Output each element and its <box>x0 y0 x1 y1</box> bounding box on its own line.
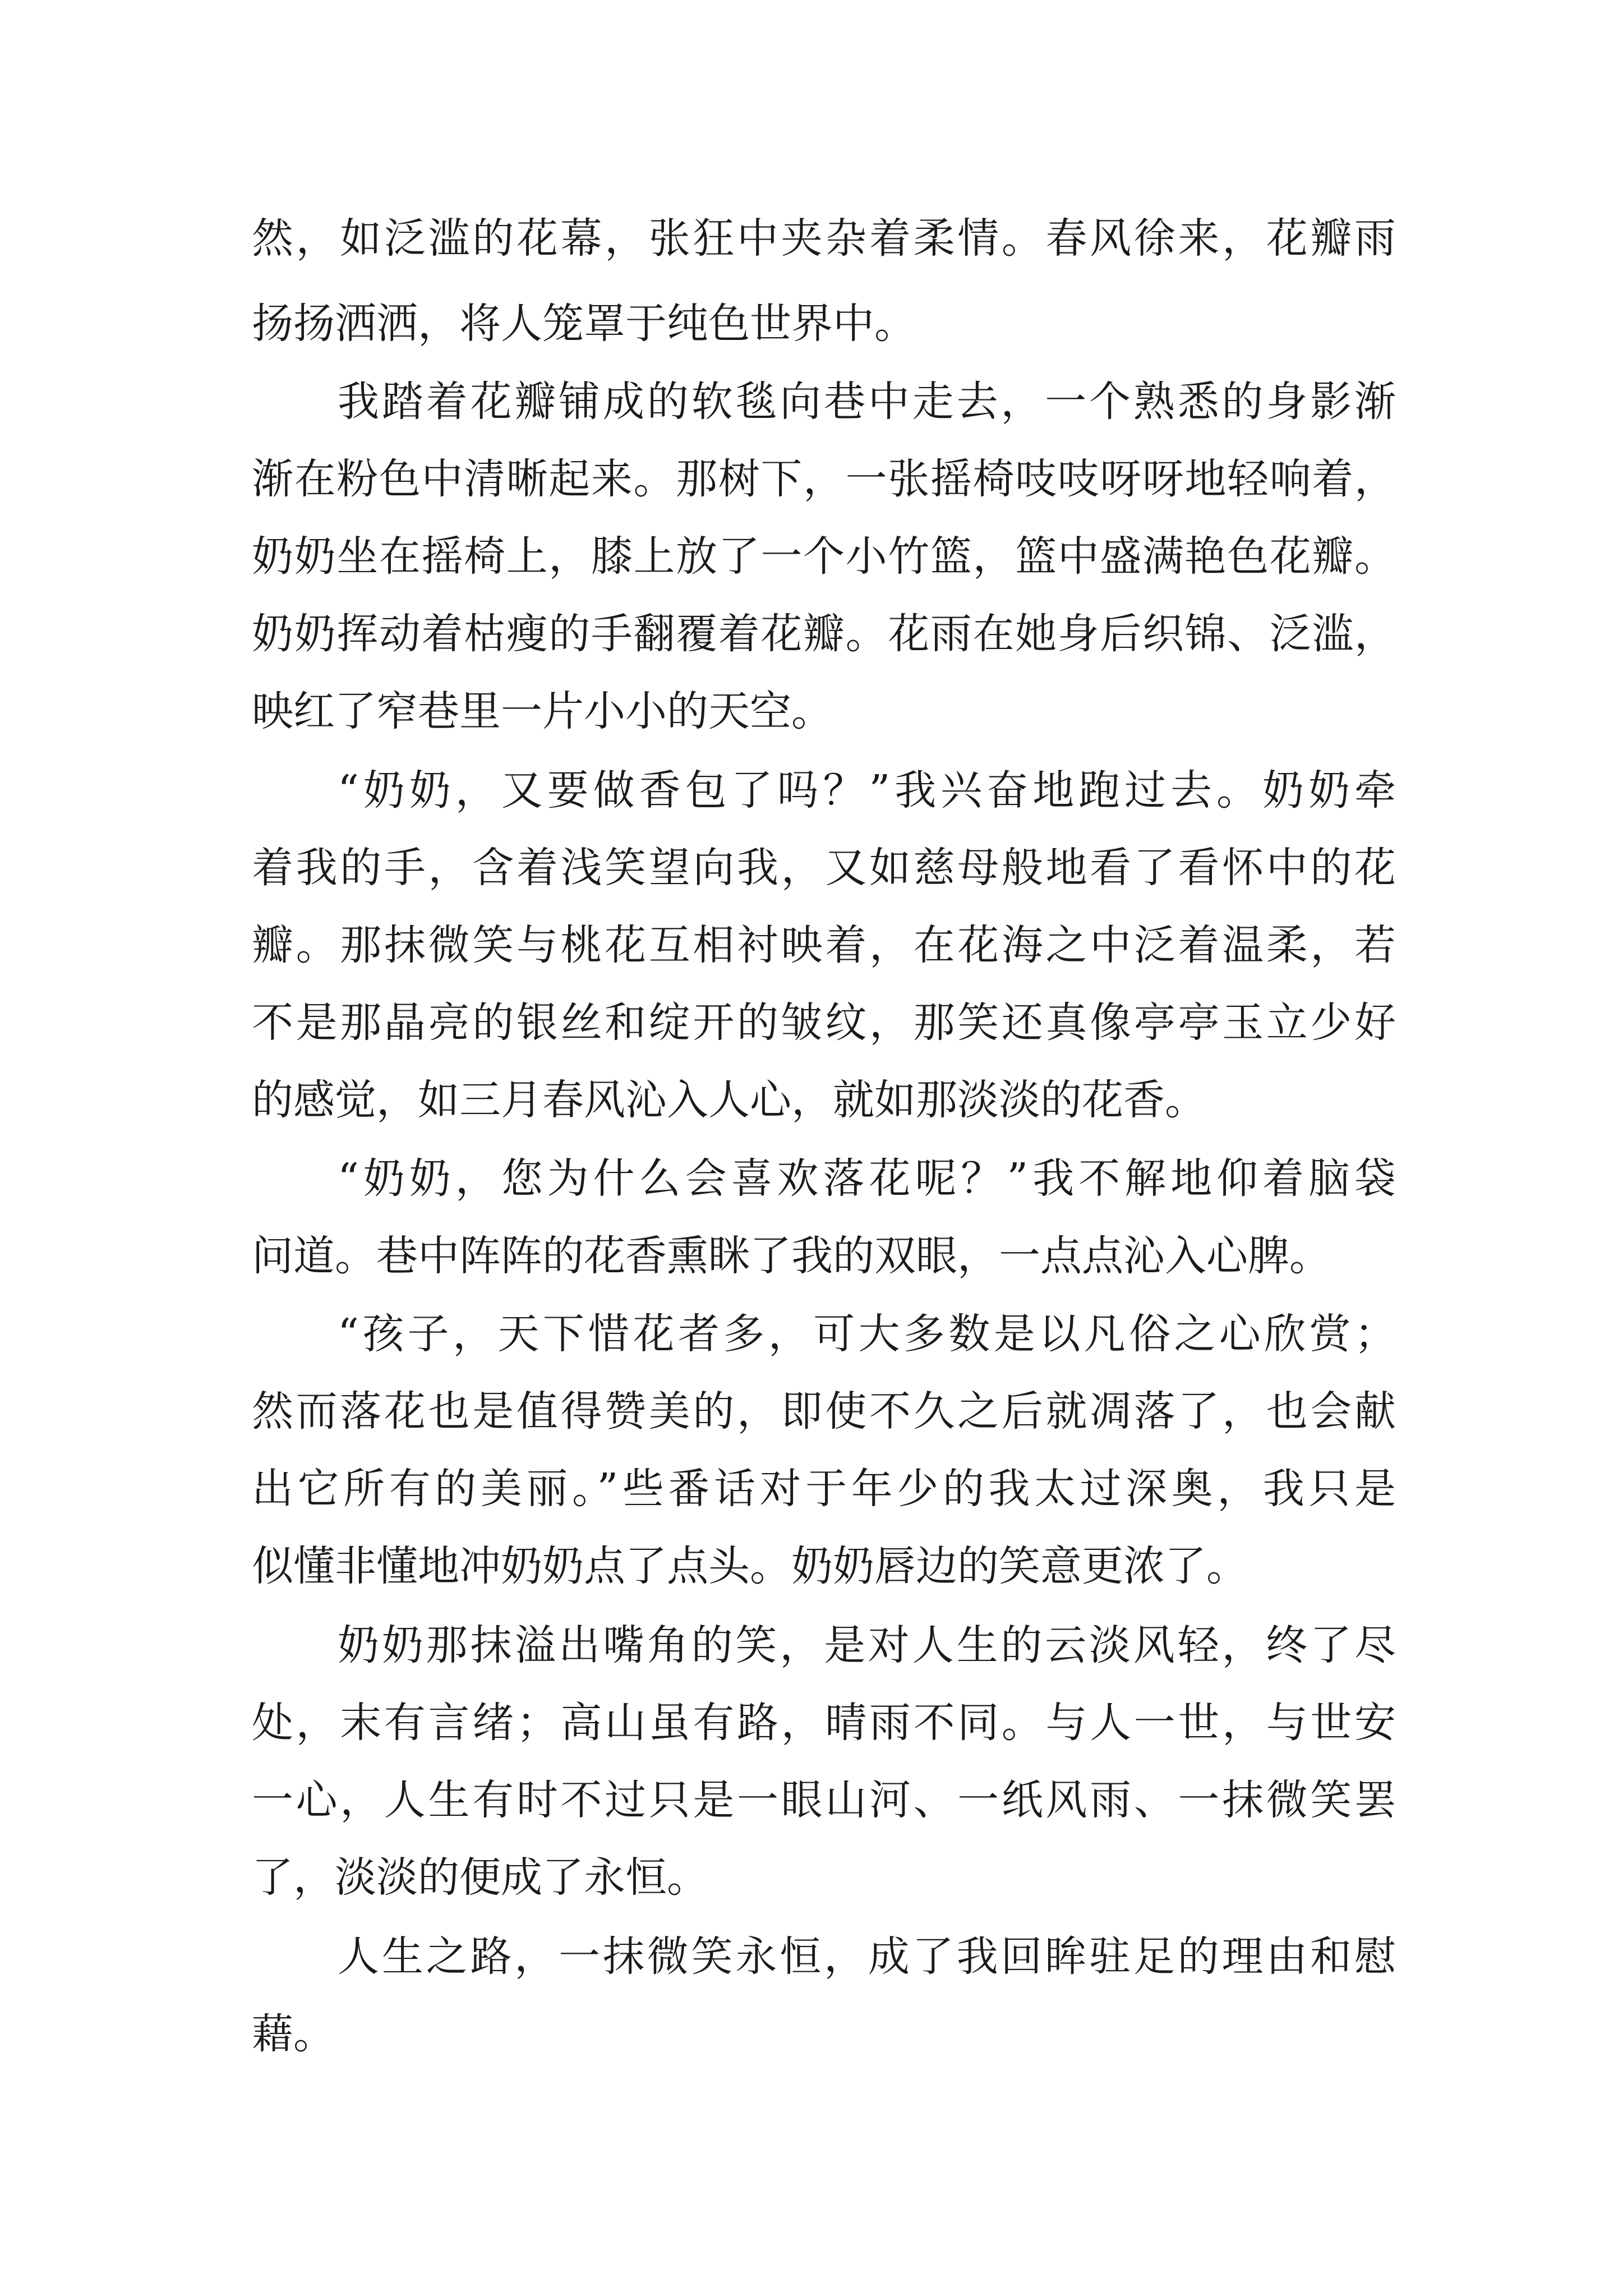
text-line: 人生之路，一抹微笑永恒，成了我回眸驻足的理由和慰 <box>338 1932 1396 1981</box>
text-line: 处，末有言绪；高山虽有路，晴雨不同。与人一世，与世安 <box>252 1699 1396 1747</box>
text-line: 瓣。那抹微笑与桃花互相衬映着，在花海之中泛着温柔，若 <box>252 921 1396 969</box>
text-line: 然而落花也是值得赞美的，即使不久之后就凋落了，也会献 <box>252 1387 1396 1435</box>
text-line: 映红了窄巷里一片小小的天空。 <box>252 687 833 735</box>
text-line: 渐在粉色中清晰起来。那树下，一张摇椅吱吱呀呀地轻响着， <box>252 455 1396 503</box>
text-line: 一心，人生有时不过只是一眼山河、一纸风雨、一抹微笑罢 <box>252 1776 1396 1824</box>
text-line: 问道。巷中阵阵的花香熏眯了我的双眼，一点点沁入心脾。 <box>252 1232 1331 1280</box>
text-line: “奶奶，您为什么会喜欢落花呢？”我不解地仰着脑袋 <box>338 1154 1396 1203</box>
text-line: “奶奶，又要做香包了吗？”我兴奋地跑过去。奶奶牵 <box>338 766 1396 815</box>
text-line: 奶奶挥动着枯瘦的手翻覆着花瓣。花雨在她身后织锦、泛滥， <box>252 610 1396 658</box>
text-line: “孩子，天下惜花者多，可大多数是以凡俗之心欣赏； <box>338 1310 1396 1358</box>
text-line: 我踏着花瓣铺成的软毯向巷中走去，一个熟悉的身影渐 <box>338 378 1396 426</box>
text-line: 似懂非懂地冲奶奶点了点头。奶奶唇边的笑意更浓了。 <box>252 1542 1248 1590</box>
text-line: 着我的手，含着浅笑望向我，又如慈母般地看了看怀中的花 <box>252 844 1396 892</box>
text-line: 了，淡淡的便成了永恒。 <box>252 1853 708 1902</box>
text-line: 然，如泛滥的花幕，张狂中夹杂着柔情。春风徐来，花瓣雨 <box>252 214 1396 263</box>
text-line: 扬扬洒洒，将人笼罩于纯色世界中。 <box>252 300 916 348</box>
text-line: 出它所有的美丽。”些番话对于年少的我太过深奥，我只是 <box>252 1465 1396 1513</box>
text-line: 藉。 <box>252 2010 335 2058</box>
text-line: 奶奶坐在摇椅上，膝上放了一个小竹篮，篮中盛满艳色花瓣。 <box>252 532 1396 581</box>
text-line: 奶奶那抹溢出嘴角的笑，是对人生的云淡风轻，终了尽 <box>338 1621 1396 1669</box>
text-line: 的感觉，如三月春风沁入人心，就如那淡淡的花香。 <box>252 1076 1206 1124</box>
text-line: 不是那晶亮的银丝和绽开的皱纹，那笑还真像亭亭玉立少好 <box>252 999 1396 1047</box>
